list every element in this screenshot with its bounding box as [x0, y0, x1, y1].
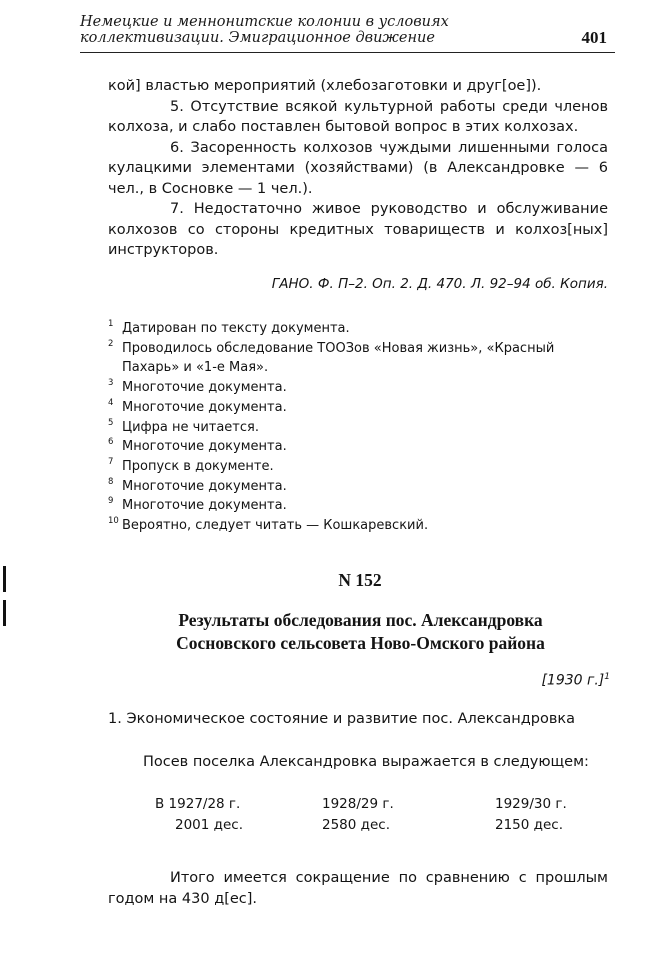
running-head-line: коллективизации. Эмиграционное движение — [80, 30, 435, 46]
footnote — [108, 378, 613, 398]
footnote — [108, 496, 613, 516]
footnote — [108, 339, 613, 378]
footnote-number: 10 — [108, 516, 119, 527]
footnote-text: Проводилось обследование ТООЗов «Новая жизнь», «Красный Пахарь» и «1-е Мая». — [122, 340, 555, 376]
document-title-line: Сосновского сельсовета Ново-Омского района — [176, 633, 545, 653]
date-text: [1930 г.] — [541, 672, 605, 689]
sowing-year: 1928/29 г. — [322, 796, 394, 812]
footnote — [108, 516, 613, 536]
footnote — [108, 477, 613, 497]
sowing-value: 2150 дес. — [495, 817, 564, 833]
footnote-number: 5 — [108, 417, 114, 428]
running-head — [80, 14, 615, 53]
footnote-text: Пропуск в документе. — [122, 458, 274, 474]
footnote-text: Многоточие документа. — [122, 380, 287, 396]
footnote — [108, 418, 613, 438]
footnote-number: 7 — [108, 456, 114, 467]
sowing-value: 2001 дес. — [175, 817, 244, 833]
footnote-number: 1 — [108, 319, 114, 329]
section-heading: 1. Экономическое состояние и развитие пос. Александровка — [108, 711, 576, 727]
footnote — [108, 437, 613, 457]
sowing-column — [322, 794, 394, 836]
sowing-year: 1929/30 г. — [495, 796, 567, 812]
sowing-column — [495, 794, 567, 836]
document-date — [541, 672, 610, 689]
footnote-number: 3 — [108, 378, 114, 389]
paragraph-7: 7. Недостаточно живое руководство и обслуживание колхозов со стороны кредитных товариществ и колхоз[ных] инструкторов. — [108, 201, 608, 258]
paragraph-5: 5. Отсутствие всякой культурной работы среди членов колхоза, и слабо поставлен бытовой вопрос в этих колхозах. — [108, 98, 608, 135]
footnote-number: 2 — [108, 338, 114, 349]
date-footnote-number: 1 — [604, 672, 610, 682]
sowing-column — [155, 794, 243, 836]
margin-mark — [3, 600, 6, 626]
document-number: N 152 — [338, 570, 382, 590]
footnote — [108, 457, 613, 477]
paragraph-6: 6. Засоренность колхозов чуждыми лишенными голоса кулацкими элементами (хозяйствами) (в Александровке — 6 чел., в Сосновке — 1 чел.). — [108, 139, 608, 197]
document-title-line: Результаты обследования пос. Александровка — [178, 610, 543, 630]
footnote-number: 4 — [108, 397, 114, 408]
footnote — [108, 398, 613, 418]
footnote-text: Многоточие документа. — [122, 498, 287, 514]
footnote-text: Многоточие документа. — [122, 399, 287, 415]
footnote-number: 6 — [108, 437, 114, 448]
footnote-number: 9 — [108, 496, 114, 507]
footnote-text: Многоточие документа. — [122, 439, 287, 455]
running-head-title — [80, 14, 550, 46]
body-text — [108, 76, 608, 261]
footnote-text: Многоточие документа. — [122, 478, 287, 494]
footnotes — [108, 319, 613, 536]
intro-sentence: Посев поселка Александровка выражается в следующем: — [143, 754, 589, 770]
running-head-line: Немецкие и меннонитские колонии в условиях — [80, 14, 449, 30]
archive-citation: ГАНО. Ф. П–2. Оп. 2. Д. 470. Л. 92–94 об. Копия. — [271, 276, 608, 292]
final-paragraph: Итого имеется сокращение по сравнению с прошлым годом на 430 д[ес]. — [108, 869, 608, 907]
footnote-text: Датирован по тексту документа. — [122, 321, 350, 336]
footnote-text: Вероятно, следует читать — Кошкаревский. — [122, 518, 429, 534]
sowing-year: В 1927/28 г. — [155, 796, 241, 812]
footnote — [108, 319, 613, 339]
document-title — [108, 609, 613, 655]
page-number: 401 — [581, 28, 607, 47]
footnote-number: 8 — [108, 476, 114, 487]
footnote-text: Цифра не читается. — [122, 419, 259, 435]
sowing-value: 2580 дес. — [322, 817, 391, 833]
paragraph-continued: кой] властью мероприятий (хлебозаготовки и друг[ое]). — [108, 78, 542, 94]
